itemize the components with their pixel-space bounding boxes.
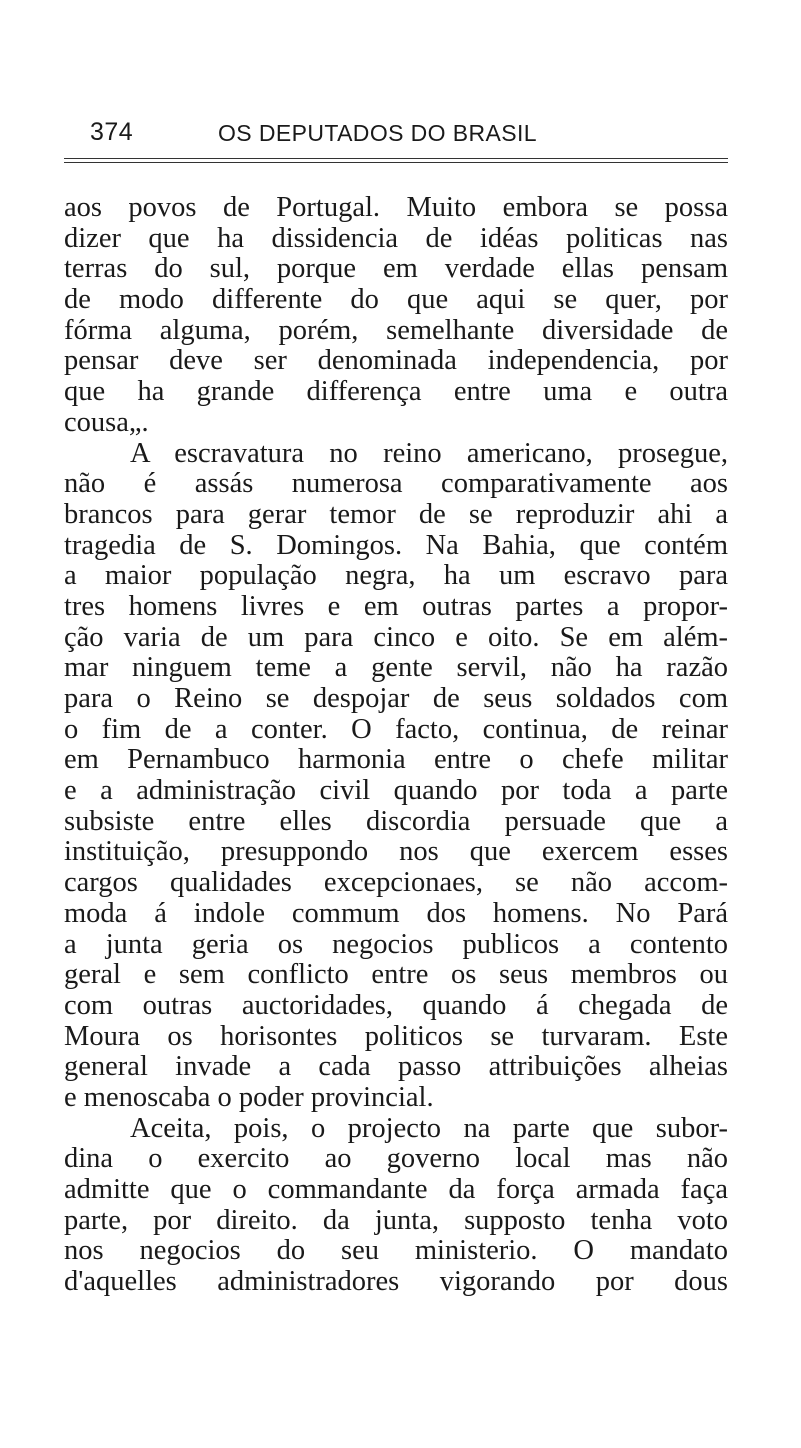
header-rule	[64, 158, 728, 159]
text-line: moda á indole commum dos homens. No Pará	[64, 897, 728, 929]
text-line: nos negocios do seu ministerio. O mandato	[64, 1235, 728, 1267]
text-line: ção varia de um para cinco e oito. Se em além-	[64, 621, 728, 653]
text-line: pensar deve ser denominada independencia, por	[64, 345, 728, 377]
text-line: dina o exercito ao governo local mas não	[64, 1143, 728, 1175]
text-line: não é assás numerosa comparativamente aos	[64, 468, 728, 500]
text-line: d'aquelles administradores vigorando por dous	[64, 1266, 728, 1298]
text-line: cargos qualidades excepcionaes, se não accom-	[64, 867, 728, 899]
text-line: terras do sul, porque em verdade ellas pensam	[64, 253, 728, 285]
text-line: Moura os horisontes politicos se turvaram. Este	[64, 1020, 728, 1052]
text-line: com outras auctoridades, quando á chegada de	[64, 989, 728, 1021]
running-title: OS DEPUTADOS DO BRASIL	[218, 120, 537, 146]
text-line: fórma alguma, porém, semelhante diversidade de	[64, 314, 728, 346]
text-line: tragedia de S. Domingos. Na Bahia, que contém	[64, 529, 728, 561]
text-line: e menoscaba o poder provincial.	[64, 1081, 434, 1113]
text-line: general invade a cada passo attribuições alheias	[64, 1051, 728, 1083]
text-line: a maior população negra, ha um escravo para	[64, 560, 728, 592]
text-line: A escravatura no reino americano, prosegue,	[130, 437, 728, 469]
text-line: subsiste entre elles discordia persuade que a	[64, 805, 728, 837]
text-line: que ha grande differença entre uma e outra	[64, 376, 728, 408]
text-line: a junta geria os negocios publicos a contento	[64, 928, 728, 960]
text-line: geral e sem conflicto entre os seus membros ou	[64, 959, 728, 991]
header-rule-thin	[64, 162, 728, 163]
text-line: e a administração civil quando por toda a parte	[64, 775, 728, 807]
text-line: para o Reino se despojar de seus soldados com	[64, 683, 728, 714]
text-line: aos povos de Portugal. Muito embora se possa	[64, 192, 728, 223]
text-line: mar ninguem teme a gente servil, não ha razão	[64, 652, 728, 684]
paragraph	[64, 1114, 728, 1298]
text-line: cousa„.	[64, 406, 149, 438]
text-line: Aceita, pois, o projecto na parte que subor-	[130, 1112, 728, 1144]
running-header	[90, 118, 730, 158]
paragraph	[64, 193, 728, 439]
text-line: em Pernambuco harmonia entre o chefe militar	[64, 744, 728, 776]
text-line: instituição, presuppondo nos que exercem esses	[64, 836, 728, 868]
text-line: admitte que o commandante da força armada faça	[64, 1174, 728, 1205]
text-line: de modo differente do que aqui se quer, por	[64, 284, 728, 316]
text-line: tres homens livres e em outras partes a propor-	[64, 590, 728, 622]
paragraph	[64, 439, 728, 1114]
text-line: dizer que ha dissidencia de idéas politicas nas	[64, 222, 728, 254]
text-line: parte, por direito. da junta, supposto tenha voto	[64, 1204, 728, 1236]
text-line: o fim de a conter. O facto, continua, de reinar	[64, 713, 728, 745]
text-line: brancos para gerar temor de se reproduzir ahi a	[64, 498, 728, 530]
page-body	[64, 193, 728, 1298]
page-number: 374	[90, 118, 134, 146]
